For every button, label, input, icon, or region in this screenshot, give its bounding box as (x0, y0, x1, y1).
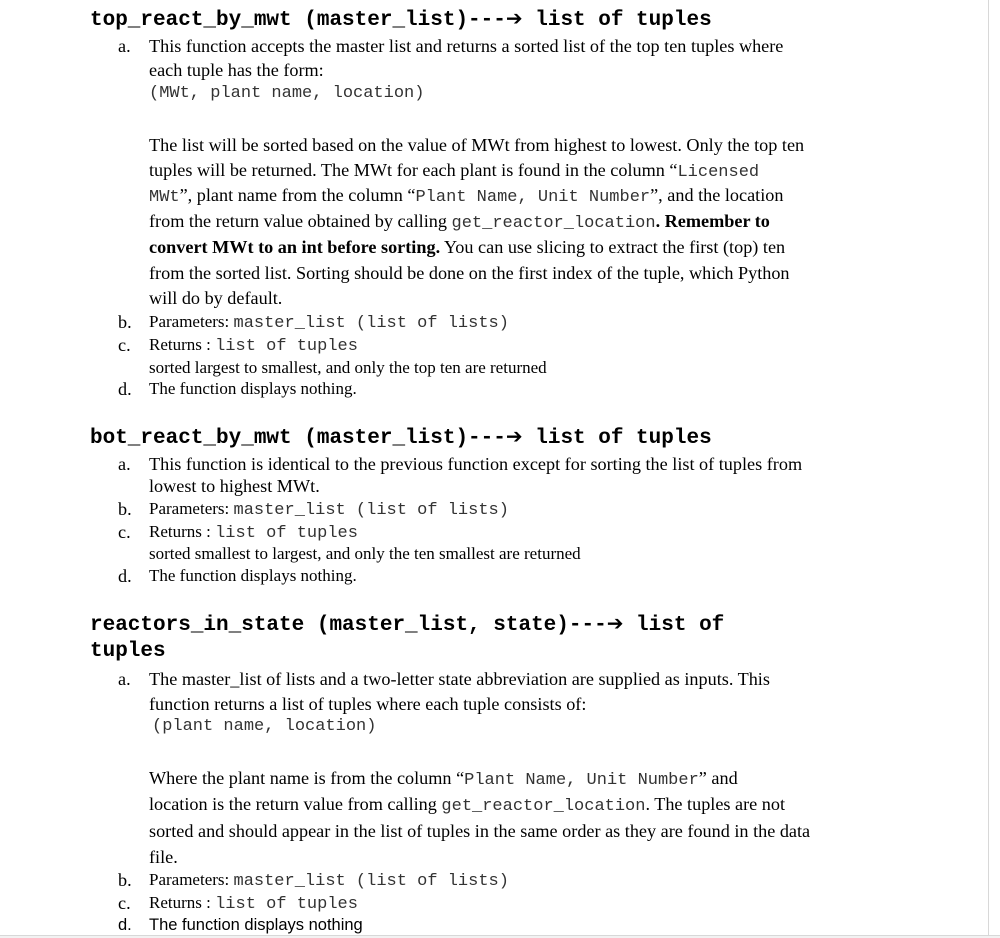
text-run: Parameters: (149, 870, 234, 889)
function-signature: reactors_in_state (master_list, state)--- (90, 614, 607, 637)
list-marker: d. (118, 566, 132, 586)
return-type-continued: tuples (90, 640, 166, 663)
paragraph-line: from the sorted list. Sorting should be done on the first index of the tuple, which Python (149, 263, 790, 283)
bold-run: . Remember to (655, 211, 770, 231)
paragraph-line (149, 235, 785, 259)
function-heading-reactors-in-state (90, 609, 724, 640)
text-run: You can use slicing to extract the first (top) ten (440, 237, 786, 257)
displays-line: The function displays nothing. (149, 566, 357, 585)
text-run: location is the return value from calling (149, 794, 442, 814)
list-marker: a. (118, 454, 131, 474)
description-line: lowest to highest MWt. (149, 476, 320, 496)
tuple-format-code: (plant name, location) (152, 717, 377, 736)
text-run: . The tuples are not (645, 794, 786, 814)
list-marker: b. (118, 499, 132, 519)
paragraph-line (149, 766, 738, 793)
displays-line: The function displays nothing (149, 916, 363, 934)
paragraph-line (149, 158, 759, 185)
text-run: Returns : (149, 893, 216, 912)
text-run: ” and (698, 768, 738, 788)
text-run: tuples will be returned. The MWt for each plant is found in the column “ (149, 160, 678, 180)
code-run: master_list (list of lists) (233, 872, 509, 891)
code-run: list of tuples (215, 895, 358, 914)
paragraph-line: will do by default. (149, 288, 283, 308)
description-line: The master_list of lists and a two-letter state abbreviation are supplied as inputs. This (149, 669, 770, 689)
displays-line: The function displays nothing. (149, 379, 357, 398)
paragraph-line (149, 209, 770, 236)
paragraph-line: The list will be sorted based on the value of MWt from highest to lowest. Only the top ten (149, 135, 805, 155)
code-run: Plant Name, Unit Number (415, 188, 651, 207)
list-marker: a. (118, 669, 131, 689)
list-marker: b. (118, 312, 132, 332)
text-run: Returns : (149, 335, 216, 354)
function-signature: top_react_by_mwt (master_list)--- (90, 9, 506, 32)
return-type: list of (623, 614, 725, 637)
arrow-icon: ➔ (505, 6, 523, 30)
text-run: Returns : (149, 522, 216, 541)
code-run: list of tuples (215, 337, 358, 356)
function-heading-top-react (90, 4, 712, 35)
function-heading-bot-react (90, 422, 712, 453)
description-line: each tuple has the form: (149, 60, 324, 80)
page-edge-divider (988, 0, 989, 938)
list-marker: c. (118, 335, 131, 355)
returns-note: sorted largest to smallest, and only the top ten are returned (149, 358, 547, 377)
text-run: ”, and the location (650, 185, 784, 205)
code-run: get_reactor_location (441, 797, 646, 816)
list-marker: d. (118, 379, 132, 399)
return-type: list of tuples (522, 9, 712, 32)
function-signature: bot_react_by_mwt (master_list)--- (90, 427, 506, 450)
return-type: list of tuples (522, 427, 712, 450)
code-run: master_list (list of lists) (233, 501, 509, 520)
paragraph-line (149, 183, 783, 210)
returns-note: sorted smallest to largest, and only the ten smallest are returned (149, 544, 581, 563)
text-run: Parameters: (149, 499, 234, 518)
description-line: This function accepts the master list and returns a sorted list of the top ten tuples where (149, 36, 784, 56)
list-marker: d. (118, 916, 132, 934)
list-marker: b. (118, 870, 132, 890)
paragraph-line: sorted and should appear in the list of tuples in the same order as they are found in the data (149, 821, 811, 841)
code-run: get_reactor_location (451, 214, 656, 233)
code-run: master_list (list of lists) (233, 314, 509, 333)
text-run: ”, plant name from the column “ (179, 185, 416, 205)
list-marker: c. (118, 893, 131, 913)
arrow-icon: ➔ (606, 611, 624, 635)
bold-run: convert MWt to an int before sorting. (149, 237, 441, 257)
code-run: Licensed (677, 163, 760, 182)
paragraph-line (149, 792, 785, 819)
code-run: MWt (149, 188, 180, 207)
list-marker: c. (118, 522, 131, 542)
text-run: Parameters: (149, 312, 234, 331)
code-run: list of tuples (215, 524, 358, 543)
text-run: Where the plant name is from the column “ (149, 768, 465, 788)
description-line: This function is identical to the previous function except for sorting the list of tuples from (149, 454, 803, 474)
code-run: Plant Name, Unit Number (464, 771, 699, 790)
list-marker: a. (118, 36, 131, 56)
description-line: function returns a list of tuples where each tuple consists of: (149, 694, 587, 714)
arrow-icon: ➔ (505, 424, 523, 448)
paragraph-line: file. (149, 847, 178, 867)
text-run: from the return value obtained by calling (149, 211, 452, 231)
tuple-format-code: (MWt, plant name, location) (149, 84, 425, 103)
